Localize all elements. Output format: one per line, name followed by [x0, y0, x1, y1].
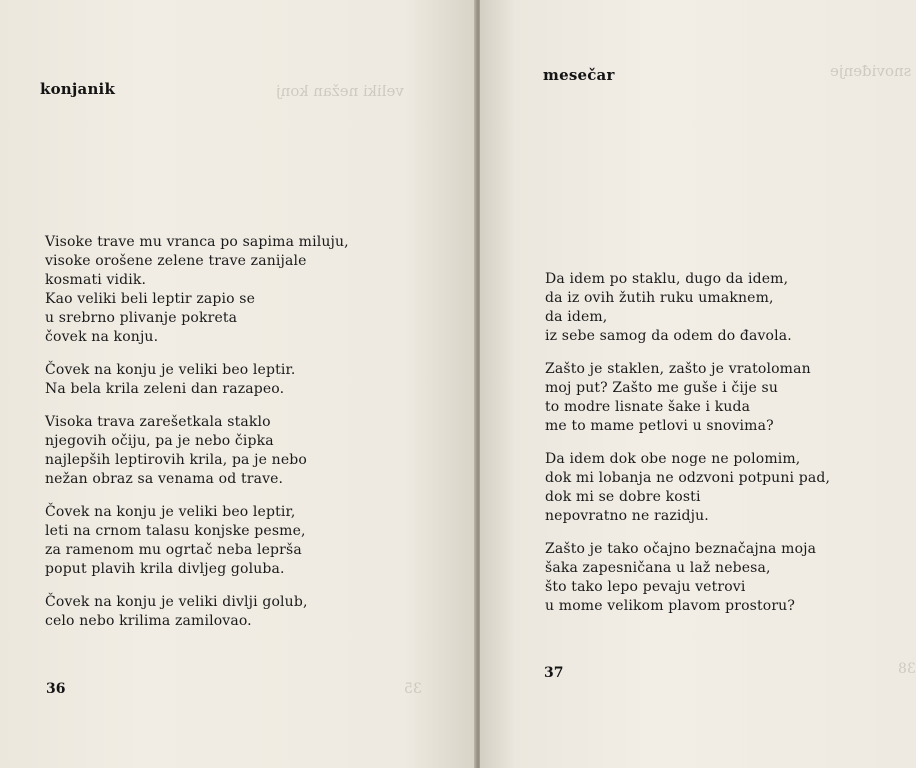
right-page — [480, 0, 916, 768]
stanza — [545, 450, 830, 526]
poem-line: Visoka trava zarešetkala staklo — [45, 414, 271, 430]
page-number: 37 — [544, 665, 564, 681]
show-through-title: veliki nežan konj — [276, 82, 404, 100]
poem-title: mesečar — [543, 66, 615, 84]
poem-line: za ramenom mu ogrtač neba lepršа — [45, 542, 302, 558]
poem-line: visoke orošene zelene trave zanijale — [45, 253, 307, 269]
poem-line: čovek na konju. — [45, 329, 159, 345]
show-through-title: snoviđenje — [830, 62, 912, 80]
poem-line: da idem, — [545, 309, 608, 325]
poem-line: dok mi se dobre kosti — [545, 489, 701, 505]
stanza — [545, 540, 830, 616]
poem-line: Da idem po staklu, dugo da idem, — [545, 271, 789, 287]
stanza — [45, 593, 349, 631]
poem-title: konjanik — [40, 80, 116, 98]
stanza — [45, 233, 349, 347]
poem-line: kosmati vidik. — [45, 272, 147, 288]
poem-line: celo nebo krilima zamilovao. — [45, 613, 252, 629]
poem-line: Visoke trave mu vranca po sapima miluju, — [45, 234, 349, 250]
poem-line: Zašto je staklen, zašto je vratoloman — [545, 361, 811, 377]
stanza — [45, 503, 349, 579]
poem-line: njegovih očiju, pa je nebo čipka — [45, 433, 274, 449]
poem-line: Čovek na konju je veliki divlji golub, — [45, 594, 308, 610]
poem-line: Čovek na konju je veliki beo leptir, — [45, 504, 296, 520]
poem-line: da iz ovih žutih ruku umaknem, — [545, 290, 774, 306]
poem-line: iz sebe samog da odem do đavola. — [545, 328, 792, 344]
poem-line: leti na crnom talasu konjske pesme, — [45, 523, 306, 539]
stanza — [45, 361, 349, 399]
poem-body — [45, 233, 349, 645]
stanza — [545, 270, 830, 346]
poem-line: u mome velikom plavom prostoru? — [545, 598, 796, 614]
poem-line: nežan obraz sa venama od trave. — [45, 471, 284, 487]
poem-line: to modre lisnate šake i kuda — [545, 399, 751, 415]
page-number: 36 — [46, 681, 66, 697]
show-through-page-number: 35 — [404, 681, 422, 697]
poem-line: najlepših leptirovih krila, pa je nebo — [45, 452, 307, 468]
stanza — [545, 360, 830, 436]
poem-line: Čovek na konju je veliki beo leptir. — [45, 362, 296, 378]
poem-line: me to mame petlovi u snovima? — [545, 418, 774, 434]
show-through-page-number: 38 — [898, 661, 916, 677]
poem-line: moj put? Zašto me guše i čije su — [545, 380, 779, 396]
poem-line: Zašto je tako očajno beznačajna moja — [545, 541, 817, 557]
poem-body — [545, 270, 830, 630]
poem-line: nepovratno ne razidju. — [545, 508, 709, 524]
poem-line: poput plavih krila divljeg goluba. — [45, 561, 285, 577]
stanza — [45, 413, 349, 489]
poem-line: Na bela krila zeleni dan razapeo. — [45, 381, 285, 397]
poem-line: dok mi lobanja ne odzvoni potpuni pad, — [545, 470, 831, 486]
poem-line: šaka zapesničana u laž nebesa, — [545, 560, 771, 576]
poem-line: Kao veliki beli leptir zapio se — [45, 291, 256, 307]
poem-line: u srebrno plivanje pokreta — [45, 310, 238, 326]
poem-line: što tako lepo pevaju vetrovi — [545, 579, 746, 595]
poem-line: Da idem dok obe noge ne polomim, — [545, 451, 801, 467]
